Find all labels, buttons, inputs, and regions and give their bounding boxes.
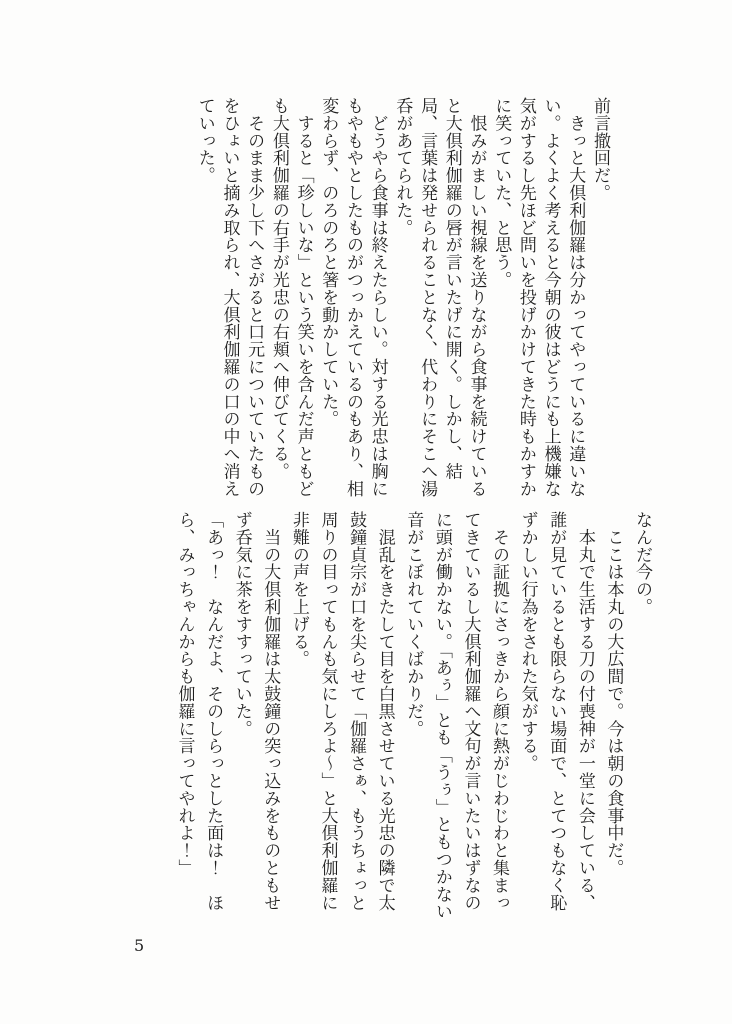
paragraph: どうやら食事は終えたらしい。対する光忠は胸にもやもやとしたものがつっかえているのもあり、相変わらず、のろのろと箸を動かしていた。 <box>318 97 388 498</box>
paragraph: 恨みがましい視線を送りながら食事を続けていると大倶利伽羅の唇が言いたげに開く。しかし、結局、言葉は発せられることなく、代わりにそこへ湯呑があてられた。 <box>392 97 487 498</box>
paragraph: 当の大倶利伽羅は太鼓鐘の突っ込みをものともせず呑気に茶をすすっていた。 <box>231 511 281 912</box>
paragraph: そのまま少し下へさがると口元についていたものをひょいと摘み取られ、大倶利伽羅の口の中へ消えていった。 <box>194 97 265 498</box>
paragraph: 本丸で生活する刀の付喪神が一堂に会している、誰が見ているとも限らない場面で、とてつもなく恥ずかしい行為をされた気がする。 <box>517 511 595 912</box>
paragraph: すると「珍しいな」という笑いを含んだ声ともども大倶利伽羅の右手が光忠の右頬へ伸びてくる。 <box>268 97 314 498</box>
paragraph: 前言撤回だ。 <box>590 97 610 202</box>
paragraph: きっと大倶利伽羅は分かってやっているに違いない。よくよく考えると今朝の彼はどうにも上機嫌な気がするし先ほど問いを投げかけてきた時もかすかに笑っていた、と思う。 <box>491 97 586 498</box>
paragraph: 「あっ！ なんだよ、そのしらっとした面は！ ほら、みっちゃんからも伽羅に言ってやれよ！」 <box>174 511 224 912</box>
text-section-bottom <box>170 511 656 923</box>
page-number: 5 <box>134 936 145 955</box>
paragraph: 混乱をきたして目を白黒させている光忠の隣で太鼓鐘貞宗が口を尖らせて「伽羅さぁ、もうちょっと周りの目ってもんも気にしろよ〜」と大倶利伽羅に非難の声を上げる。 <box>288 511 395 912</box>
paragraph: なんだ今の。 <box>632 511 652 616</box>
paragraph: ここは本丸の大広間で。今は朝の食事中だ。 <box>603 511 624 877</box>
paragraph: その証拠にさっきから顔に熱がじわじわと集まってきているし大倶利伽羅へ文句が言いたいはずなのに頭が働かない。「あぅ」とも「うぅ」ともつかない音がこぼれていくばかりだ。 <box>403 511 510 921</box>
text-section-top <box>192 97 612 501</box>
